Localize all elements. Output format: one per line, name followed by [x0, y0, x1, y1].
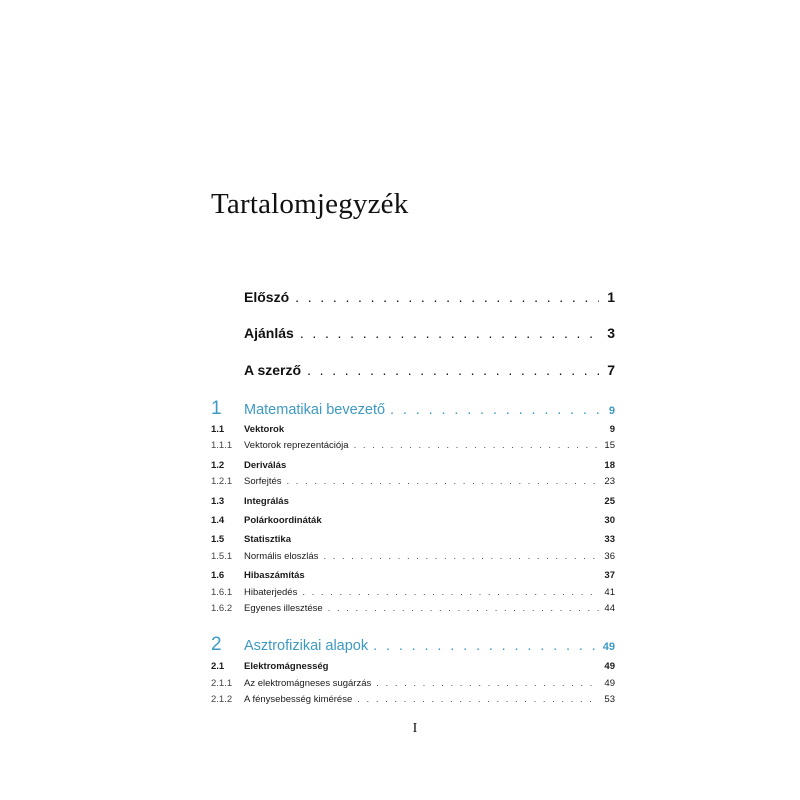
toc-section[interactable] [211, 661, 615, 675]
toc-section[interactable] [211, 424, 615, 438]
dot-leader [376, 678, 599, 689]
toc-entry-a-szerzo[interactable] [244, 362, 615, 382]
section-number: 1.3 [211, 496, 225, 507]
section-label: Integrálás [244, 496, 289, 507]
section-label: Sorfejtés [244, 476, 282, 487]
dot-leader [287, 476, 600, 487]
section-number: 2.1.1 [211, 678, 233, 689]
section-label: Az elektromágneses sugárzás [244, 678, 372, 689]
section-label: Deriválás [244, 460, 287, 471]
section-label: Vektorok [244, 424, 285, 435]
chapter-number: 1 [211, 398, 222, 419]
chapter-page: 9 [608, 405, 615, 417]
section-page: 25 [604, 496, 615, 507]
dot-leader [354, 440, 600, 451]
section-number: 1.6.1 [211, 587, 233, 598]
section-page: 37 [604, 570, 615, 581]
page-title: Tartalomjegyzék [211, 188, 409, 220]
chapter-label: Asztrofizikai alapok [244, 638, 369, 654]
toc-section[interactable] [211, 496, 615, 510]
section-page: 53 [604, 694, 615, 705]
dot-leader [357, 694, 599, 705]
section-page: 33 [604, 534, 615, 545]
section-label: Hibaterjedés [244, 587, 298, 598]
section-page: 49 [604, 678, 615, 689]
section-label: Statisztika [244, 534, 291, 545]
section-page: 23 [604, 476, 615, 487]
toc-entry-eloszo[interactable] [244, 289, 615, 309]
dot-leader [328, 603, 600, 614]
section-page: 41 [604, 587, 615, 598]
section-number: 1.1.1 [211, 440, 233, 451]
section-number: 1.5 [211, 534, 225, 545]
section-number: 1.1 [211, 424, 225, 435]
toc-entry-page: 1 [607, 289, 615, 305]
dot-leader [302, 587, 599, 598]
section-number: 1.2.1 [211, 476, 233, 487]
chapter-number: 2 [211, 634, 222, 655]
toc-entry-label: Ajánlás [244, 325, 294, 341]
section-page: 30 [604, 515, 615, 526]
section-page: 36 [604, 551, 615, 562]
toc-section[interactable] [211, 570, 615, 584]
toc-chapter-2[interactable] [211, 634, 615, 656]
toc-entry-page: 7 [607, 362, 615, 378]
section-number: 2.1.2 [211, 694, 233, 705]
toc-entry-page: 3 [607, 325, 615, 341]
dot-leader [323, 551, 599, 562]
section-label: Polárkoordináták [244, 515, 322, 526]
toc-subsection[interactable] [211, 603, 615, 617]
toc-subsection[interactable] [211, 551, 615, 565]
toc-section[interactable] [211, 460, 615, 474]
toc-section[interactable] [211, 515, 615, 529]
section-label: Elektromágnesség [244, 661, 329, 672]
toc-subsection[interactable] [211, 587, 615, 601]
toc-subsection[interactable] [211, 476, 615, 490]
section-label: A fénysebesség kimérése [244, 694, 353, 705]
section-label: Egyenes illesztése [244, 603, 323, 614]
chapter-label: Matematikai bevezető [244, 402, 386, 418]
section-page: 15 [604, 440, 615, 451]
section-number: 2.1 [211, 661, 225, 672]
toc-subsection[interactable] [211, 694, 615, 708]
dot-leader [307, 362, 599, 378]
dot-leader [300, 325, 599, 341]
section-page: 9 [609, 424, 615, 435]
section-number: 1.6.2 [211, 603, 233, 614]
toc-entry-ajanlas[interactable] [244, 325, 615, 345]
chapter-page: 49 [602, 641, 615, 653]
dot-leader [390, 402, 604, 418]
section-number: 1.4 [211, 515, 225, 526]
toc-entry-label: A szerző [244, 362, 302, 378]
toc-subsection[interactable] [211, 678, 615, 692]
section-page: 49 [604, 661, 615, 672]
section-page: 18 [604, 460, 615, 471]
section-label: Vektorok reprezentációja [244, 440, 349, 451]
section-label: Hibaszámítás [244, 570, 305, 581]
section-number: 1.2 [211, 460, 225, 471]
toc-chapter-1[interactable] [211, 398, 615, 420]
page-number: I [412, 721, 418, 736]
section-page: 44 [604, 603, 615, 614]
toc-subsection[interactable] [211, 440, 615, 454]
section-label: Normális eloszlás [244, 551, 319, 562]
toc-section[interactable] [211, 534, 615, 548]
dot-leader [295, 289, 599, 305]
section-number: 1.6 [211, 570, 225, 581]
toc-entry-label: Előszó [244, 289, 290, 305]
dot-leader [373, 638, 598, 654]
section-number: 1.5.1 [211, 551, 233, 562]
